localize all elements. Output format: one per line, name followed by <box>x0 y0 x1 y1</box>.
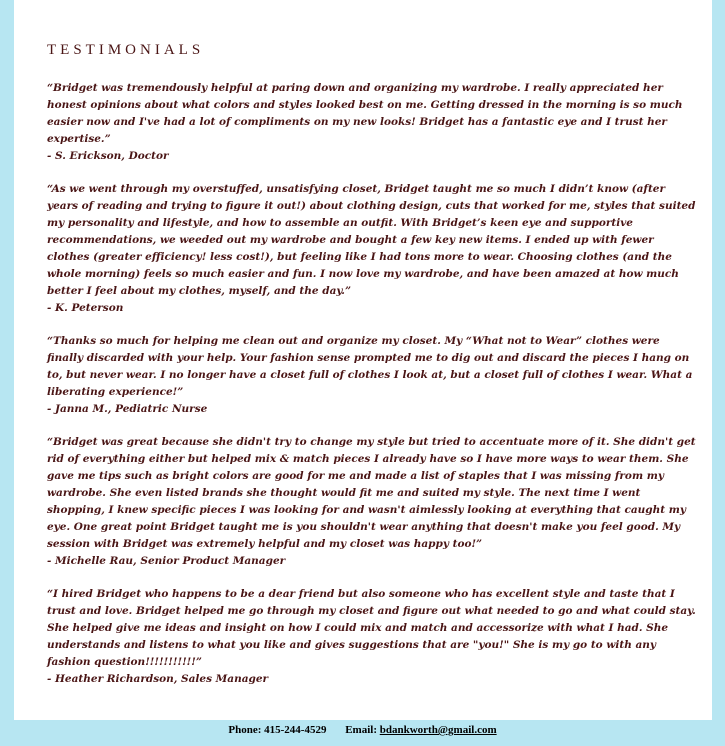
testimonial-author: - K. Peterson <box>47 302 124 314</box>
testimonial-author: - Janna M., Pediatric Nurse <box>47 403 208 415</box>
contact-footer <box>0 724 725 736</box>
page-title: TESTIMONIALS <box>47 42 205 58</box>
testimonial-quote: “Thanks so much for helping me clean out and organize my closet. My “What not to Wear” clothes were finally discarded with your help. Your fashion sense prompted me to dig out and discard the pieces I hang on to, but never wear. I no longer have a closet full of clothes I look at, but a closet full of clothes I wear. What a liberating experience!” <box>47 335 693 398</box>
phone-number: Phone: 415-244-4529 <box>228 724 327 736</box>
testimonial <box>47 80 697 181</box>
testimonial-author: - Michelle Rau, Senior Product Manager <box>47 555 286 567</box>
email-link[interactable]: bdankworth@gmail.com <box>379 724 497 736</box>
testimonial-quote: “Bridget was great because she didn't try to change my style but tried to accentuate more of it. She didn't get rid of everything either but helped mix & match pieces I already have so I have more ways to wear them. She gave me tips such as bright colors are good for me and made a list of staples that I was missing from my wardrobe. She even listed brands she thought would fit me and suited my style. The next time I went shopping, I knew specific pieces I was looking for and wasn't aimlessly looking at everything that caught my eye. One great point Bridget taught me is you shouldn't wear anything that doesn't make you feel good. My session with Bridget was extremely helpful and my closet was happy too!” <box>47 436 696 550</box>
testimonial <box>47 434 697 586</box>
testimonial <box>47 586 697 687</box>
content-panel <box>14 0 712 720</box>
testimonial-author: - Heather Richardson, Sales Manager <box>47 673 269 685</box>
testimonials-list <box>47 80 697 687</box>
testimonial-author: - S. Erickson, Doctor <box>47 150 169 162</box>
testimonial-quote: “I hired Bridget who happens to be a dear friend but also someone who has excellent style and taste that I trust and love. Bridget helped me go through my closet and figure out what needed to go and what could stay. She helped give me ideas and insight on how I could mix and match and accessorize with what I had. She understands and listens to what you like and gives suggestions that are "you!" She is my go to with any fashion question!!!!!!!!!!!” <box>47 588 696 668</box>
testimonial <box>47 181 697 333</box>
testimonial-quote: “Bridget was tremendously helpful at paring down and organizing my wardrobe. I really appreciated her honest opinions about what colors and styles looked best on me. Getting dressed in the morning is so much easier now and I've had a lot of compliments on my new looks! Bridget has a fantastic eye and I trust her expertise.” <box>47 82 683 145</box>
testimonial <box>47 333 697 434</box>
testimonial-quote: “As we went through my overstuffed, unsatisfying closet, Bridget taught me so much I didn’t know (after years of reading and trying to figure it out!) about clothing design, cuts that worked for me, styles that suited my personality and lifestyle, and how to assemble an outfit. With Bridget’s keen eye and supportive recommendations, we weeded out my wardrobe and bought a few key new items. I ended up with fewer clothes (greater efficiency! less cost!), but feeling like I had tons more to wear. Choosing clothes (and the whole morning) feels so much easier and fun. I now love my wardrobe, and have been amazed at how much better I feel about my clothes, myself, and the day.” <box>47 183 696 297</box>
email-label: Email: <box>345 724 377 736</box>
